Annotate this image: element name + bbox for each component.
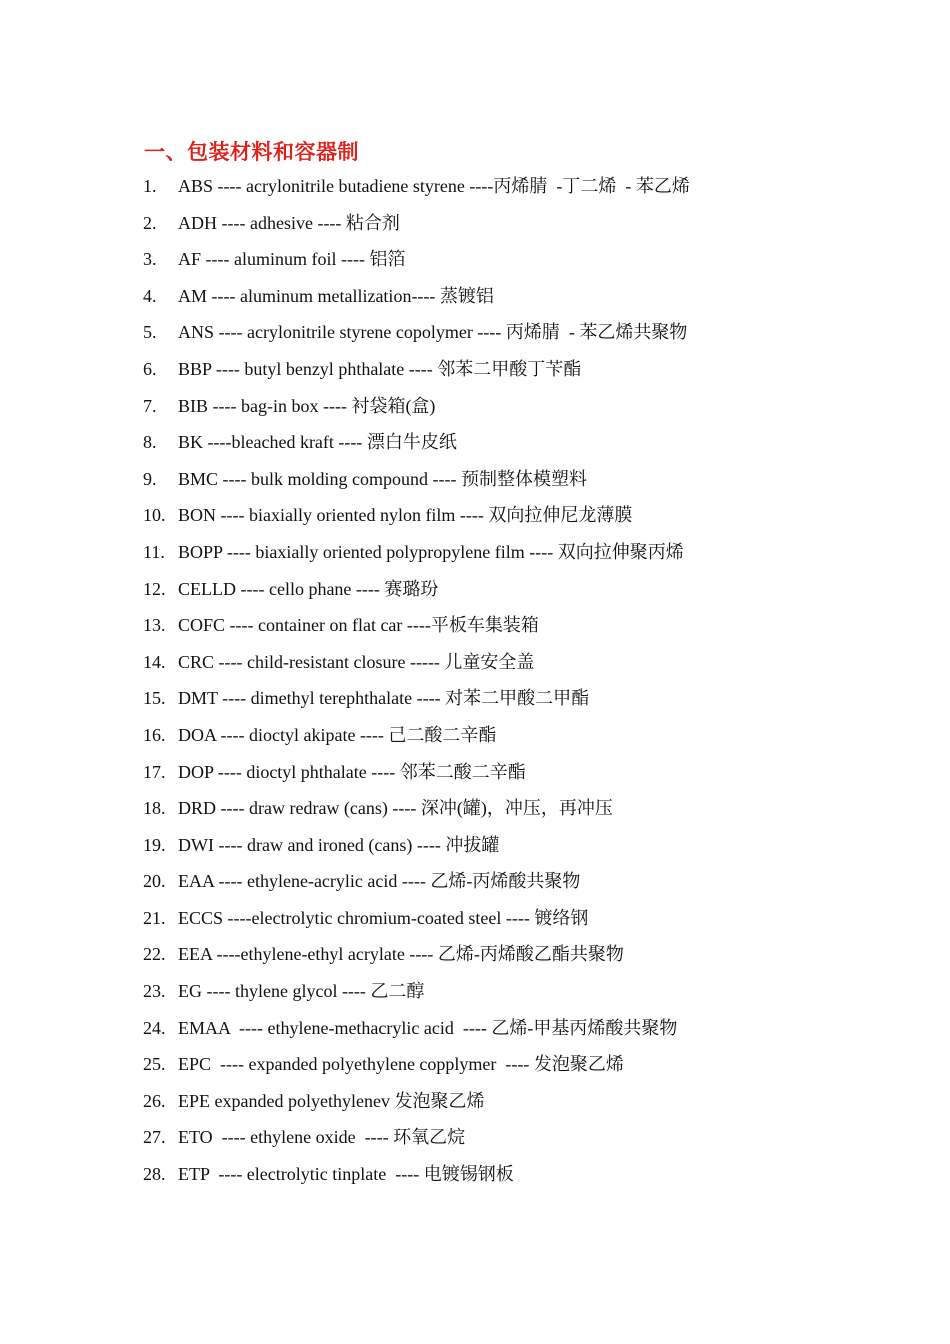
item-text: DOP ---- dioctyl phthalate ---- 邻苯二酸二辛酯 [178,761,526,782]
item-text: ECCS ----electrolytic chromium-coated steel ---- 镀络钢 [178,907,589,928]
list-item [143,827,863,864]
item-number: 25. [143,1054,166,1075]
item-number: 27. [143,1127,166,1148]
item-text: ETO ---- ethylene oxide ---- 环氧乙烷 [178,1127,466,1148]
item-text: EMAA ---- ethylene-methacrylic acid ---- 乙烯-甲基丙烯酸共聚物 [178,1017,678,1038]
item-number: 26. [143,1090,166,1111]
item-number: 14. [143,651,166,672]
item-number: 16. [143,724,166,745]
item-text: BMC ---- bulk molding compound ---- 预制整体模塑料 [178,468,587,489]
list-item [143,278,863,315]
list-item [143,205,863,242]
item-text: CELLD ---- cello phane ---- 赛璐玢 [178,578,439,599]
item-number: 1. [143,176,157,196]
list-item [143,680,863,717]
item-number: 3. [143,249,157,270]
list-item [143,863,863,900]
item-text: DRD ---- draw redraw (cans) ---- 深冲(罐)，冲压，再冲压 [178,798,613,819]
item-text: AM ---- aluminum metallization---- 蒸镀铝 [178,285,494,306]
list-item [143,497,863,534]
item-number: 28. [143,1164,166,1185]
item-text: EPE expanded polyethylenev 发泡聚乙烯 [178,1090,485,1111]
item-number: 7. [143,395,157,416]
list-item [143,571,863,608]
list-item [143,351,863,388]
item-text: ANS ---- acrylonitrile styrene copolymer ---- 丙烯腈 - 苯乙烯共聚物 [178,322,688,343]
item-number: 10. [143,505,166,526]
list-item [143,717,863,754]
list-item [143,424,863,461]
list-item [143,936,863,973]
item-text: ABS ---- acrylonitrile butadiene styrene ----丙烯腈 -丁二烯 - 苯乙烯 [178,176,690,196]
list-item [143,754,863,791]
item-text: EAA ---- ethylene-acrylic acid ---- 乙烯-丙烯酸共聚物 [178,871,581,892]
item-text: CRC ---- child-resistant closure ----- 儿童安全盖 [178,651,535,672]
item-text: EG ---- thylene glycol ---- 乙二醇 [178,981,425,1002]
list-item [143,461,863,498]
item-text: DWI ---- draw and ironed (cans) ---- 冲拔罐 [178,834,500,855]
item-number: 23. [143,981,166,1002]
item-text: BIB ---- bag-in box ---- 衬袋箱(盒) [178,395,436,416]
list-item [143,314,863,351]
item-text: BOPP ---- biaxially oriented polypropylene film ---- 双向拉伸聚丙烯 [178,541,684,562]
list-item [143,534,863,571]
term-list [143,168,863,1193]
item-number: 12. [143,578,166,599]
list-item [143,790,863,827]
item-number: 24. [143,1017,166,1038]
item-number: 6. [143,358,157,379]
item-text: EPC ---- expanded polyethylene copplymer ---- 发泡聚乙烯 [178,1054,624,1075]
item-number: 20. [143,871,166,892]
list-item [143,1119,863,1156]
list-item [143,644,863,681]
list-item [143,241,863,278]
item-number: 5. [143,322,157,343]
list-item [143,388,863,425]
list-item [143,1046,863,1083]
list-item [143,973,863,1010]
item-number: 17. [143,761,166,782]
item-text: BK ----bleached kraft ---- 漂白牛皮纸 [178,432,457,453]
item-number: 18. [143,798,166,819]
item-number: 9. [143,468,157,489]
list-item [143,1156,863,1193]
item-text: DMT ---- dimethyl terephthalate ---- 对苯二甲酸二甲酯 [178,688,590,709]
item-number: 19. [143,834,166,855]
item-number: 13. [143,615,166,636]
item-number: 11. [143,541,165,562]
item-text: COFC ---- container on flat car ----平板车集装箱 [178,615,539,636]
item-number: 4. [143,285,157,306]
item-text: BON ---- biaxially oriented nylon film ---- 双向拉伸尼龙薄膜 [178,505,633,526]
list-item [143,1010,863,1047]
item-number: 15. [143,688,166,709]
list-item [143,607,863,644]
item-text: DOA ---- dioctyl akipate ---- 己二酸二辛酯 [178,724,497,745]
item-number: 8. [143,432,157,453]
item-text: EEA ----ethylene-ethyl acrylate ---- 乙烯-丙烯酸乙酯共聚物 [178,944,624,965]
item-number: 22. [143,944,166,965]
item-number: 2. [143,212,157,233]
section-heading: 一、包装材料和容器制 [144,140,359,164]
list-item [143,168,863,205]
item-text: AF ---- aluminum foil ---- 铝箔 [178,249,406,270]
item-text: ETP ---- electrolytic tinplate ---- 电镀锡钢板 [178,1164,514,1185]
list-item [143,1083,863,1120]
item-text: ADH ---- adhesive ---- 粘合剂 [178,212,400,233]
item-number: 21. [143,907,166,928]
list-item [143,900,863,937]
item-text: BBP ---- butyl benzyl phthalate ---- 邻苯二甲酸丁苄酯 [178,358,582,379]
